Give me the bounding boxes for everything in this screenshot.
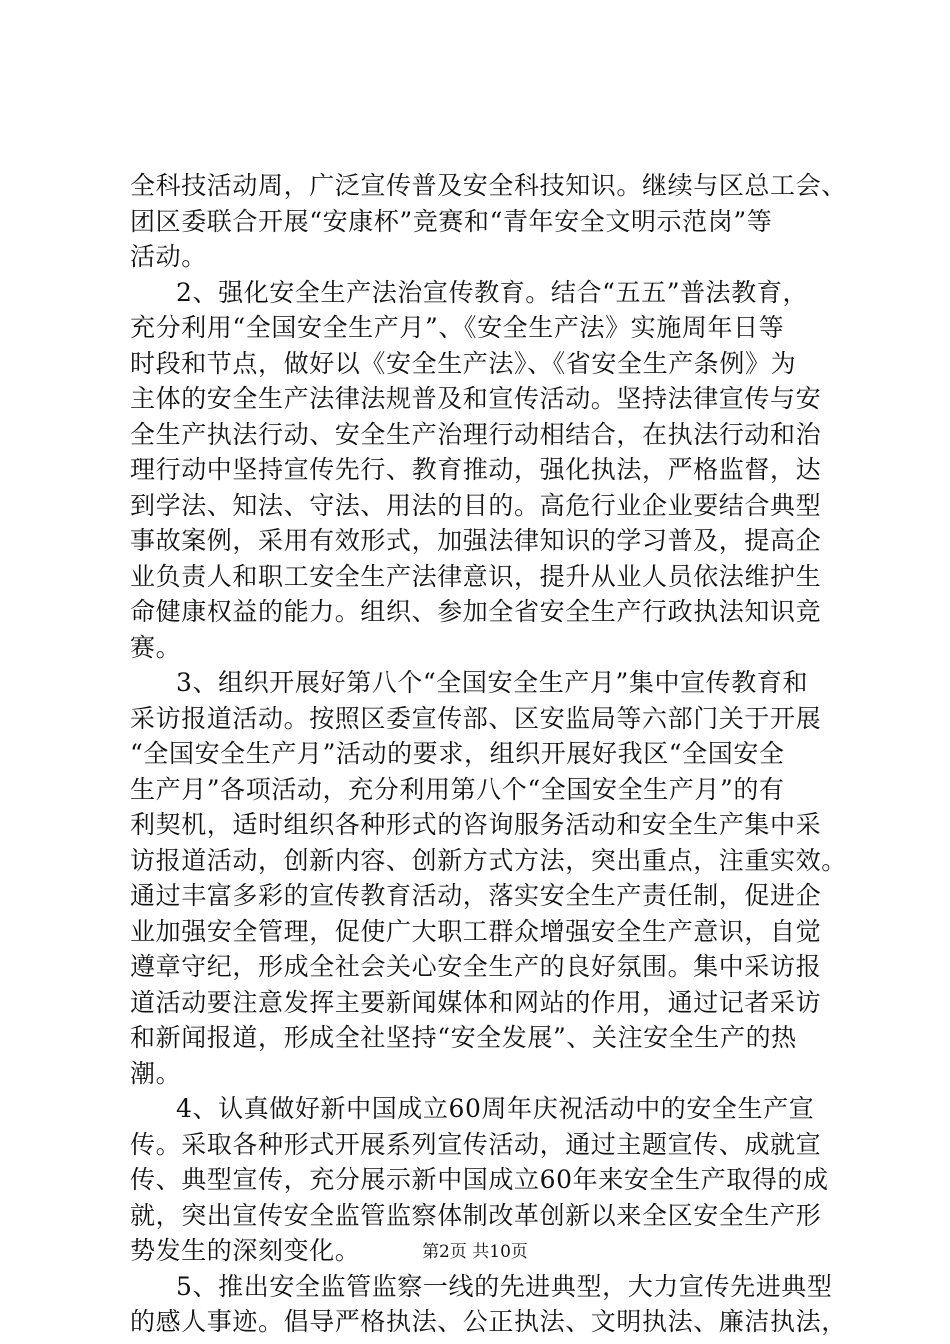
text-line: 到学法、知法、守法、用法的目的。高危行业企业要结合典型 <box>130 490 822 520</box>
paragraph-2-start: 2、强化安全生产法治宣传教育。结合“五五”普法教育， <box>176 277 809 307</box>
text-line: 理行动中坚持宣传先行、教育推动，强化执法，严格监督，达 <box>130 455 822 484</box>
text-line: 潮。 <box>130 1058 182 1088</box>
text-line: 赛。 <box>130 632 182 662</box>
text-line: 全生产执法行动、安全生产治理行动相结合，在执法行动和治 <box>130 419 822 449</box>
text-line: 团区委联合开展“安康杯”竞赛和“青年安全文明示范岗”等 <box>130 206 773 236</box>
text-line: 时段和节点，做好以《安全生产法》、《省安全生产条例》为 <box>130 348 797 378</box>
text-line: 势发生的深刻变化。 <box>130 1236 361 1265</box>
text-line: 充分利用“全国安全生产月”、《安全生产法》实施周年日等 <box>130 313 785 342</box>
text-line: 利契机，适时组织各种形式的咨询服务活动和安全生产集中采 <box>130 810 822 839</box>
text-line: 采访报道活动。按照区委宣传部、区安监局等六部门关于开展 <box>130 703 822 733</box>
paragraph-4-start: 4、认真做好新中国成立60周年庆祝活动中的安全生产宣 <box>176 1094 815 1123</box>
text-line: 传。采取各种形式开展系列宣传活动，通过主题宣传、成就宣 <box>130 1129 822 1159</box>
text-line: 访报道活动，创新内容、创新方式方法，突出重点，注重实效。 <box>130 845 847 875</box>
text-line: 事故案例，采用有效形式，加强法律知识的学习普及，提高企 <box>130 526 822 555</box>
page-number-footer: 第2页 共10页 <box>422 1242 528 1262</box>
text-line: 业加强安全管理，促使广大职工群众增强安全生产意识，自觉 <box>130 916 822 946</box>
paragraph-5-start: 5、推出安全监管监察一线的先进典型，大力宣传先进典型 <box>176 1271 833 1301</box>
paragraph-3-start: 3、组织开展好第八个“全国安全生产月”集中宣传教育和 <box>176 668 809 697</box>
text-line: 命健康权益的能力。组织、参加全省安全生产行政执法知识竞 <box>130 597 822 626</box>
document-body <box>130 168 847 1340</box>
text-line: 全科技活动周，广泛宣传普及安全科技知识。继续与区总工会、 <box>130 171 847 200</box>
text-line: 通过丰富多彩的宣传教育活动，落实安全生产责任制，促进企 <box>130 881 822 910</box>
text-line: 道活动要注意发挥主要新闻媒体和网站的作用，通过记者采访 <box>130 987 822 1017</box>
text-line: 业负责人和职工安全生产法律意识，提升从业人员依法维护生 <box>130 561 822 591</box>
text-line: 传、典型宣传，充分展示新中国成立60年来安全生产取得的成 <box>130 1165 829 1194</box>
text-line: 的感人事迹。倡导严格执法、公正执法、文明执法、廉洁执法， <box>130 1307 847 1336</box>
text-line: 活动。 <box>130 242 207 271</box>
text-line: 生产月”各项活动，充分利用第八个“全国安全生产月”的有 <box>130 774 785 804</box>
text-line: “全国安全生产月”活动的要求，组织开展好我区“全国安全 <box>130 739 785 768</box>
text-line: 就，突出宣传安全监管监察体制改革创新以来全区安全生产形 <box>130 1200 822 1230</box>
text-line: 和新闻报道，形成全社坚持“安全发展”、关注安全生产的热 <box>130 1023 797 1052</box>
text-line: 主体的安全生产法律法规普及和宣传活动。坚持法律宣传与安 <box>130 384 822 413</box>
text-line: 遵章守纪，形成全社会关心安全生产的良好氛围。集中采访报 <box>130 952 822 981</box>
